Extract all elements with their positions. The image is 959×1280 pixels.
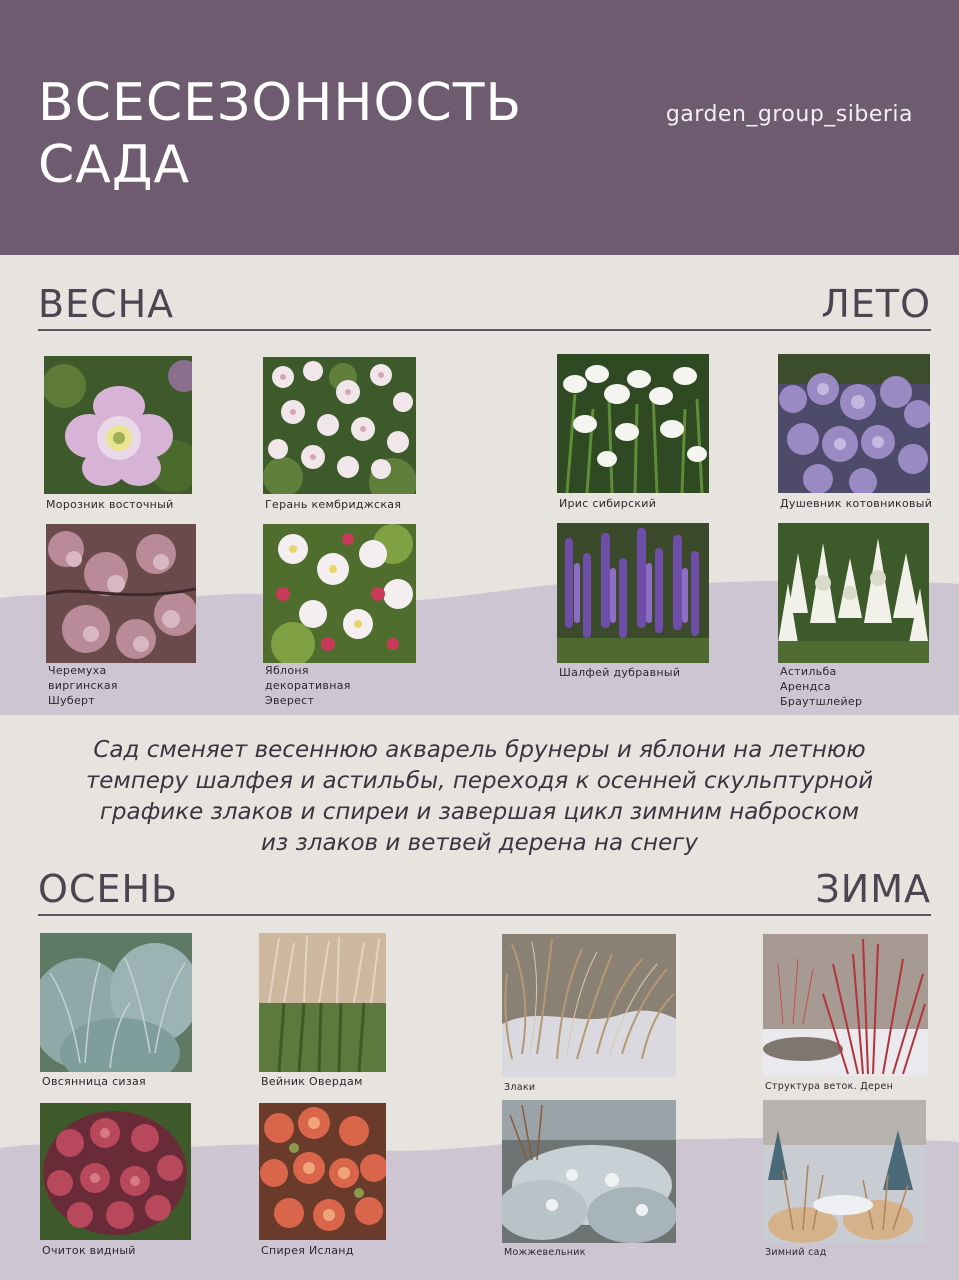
season-autumn: ОСЕНЬ bbox=[38, 867, 179, 911]
header-banner bbox=[0, 0, 959, 255]
quote-line-2: темперу шалфея и астильбы, переходя к осенней скульптурной bbox=[85, 768, 874, 794]
caption-apple-blossom bbox=[265, 663, 351, 708]
caption-salvia: Шалфей дубравный bbox=[559, 666, 681, 679]
iris-photo bbox=[557, 354, 709, 493]
salvia-photo bbox=[557, 523, 709, 663]
divider-spring-summer bbox=[38, 329, 931, 331]
winter-grass-photo bbox=[502, 934, 676, 1077]
caption-geranium: Герань кембриджская bbox=[265, 498, 402, 511]
page-title bbox=[38, 72, 522, 196]
caption-apple-blossom-text: Яблоня декоративная Эверест bbox=[265, 664, 351, 707]
caption-sedum: Очиток видный bbox=[42, 1244, 136, 1257]
caption-juniper: Можжевельник bbox=[504, 1247, 586, 1258]
caption-astilbe-text: Астильба Арендса Браутшлейер bbox=[780, 665, 863, 708]
quote-line-3: графике злаков и спиреи и завершая цикл зимним наброском bbox=[99, 799, 860, 825]
seasons-description bbox=[0, 735, 959, 859]
festuca-photo bbox=[40, 933, 192, 1072]
season-winter: ЗИМА bbox=[815, 867, 931, 911]
caption-chokecherry-text: Черемуха виргинская Шуберт bbox=[48, 664, 118, 707]
caption-iris: Ирис сибирский bbox=[559, 497, 657, 510]
chokecherry-photo bbox=[46, 524, 196, 663]
divider-autumn-winter bbox=[38, 914, 931, 916]
caption-spirea: Спирея Исланд bbox=[261, 1244, 354, 1257]
season-spring: ВЕСНА bbox=[38, 282, 175, 326]
calamagrostis-photo bbox=[259, 933, 386, 1072]
geranium-photo bbox=[263, 357, 416, 494]
season-summer: ЛЕТО bbox=[821, 282, 931, 326]
quote-line-1: Сад сменяет весеннюю акварель брунеры и яблони на летнюю bbox=[93, 737, 866, 763]
spirea-photo bbox=[259, 1103, 386, 1240]
winter-garden-photo bbox=[763, 1100, 926, 1243]
quote-line-4: из злаков и ветвей дерена на снегу bbox=[261, 830, 698, 856]
calamintha-photo bbox=[778, 354, 930, 493]
sedum-photo bbox=[40, 1103, 191, 1240]
caption-dogwood: Структура веток. Дерен bbox=[765, 1081, 894, 1092]
caption-hellebore: Морозник восточный bbox=[46, 498, 174, 511]
title-line-1: ВСЕСЕЗОННОСТЬ bbox=[38, 73, 523, 133]
caption-winter-grass: Злаки bbox=[504, 1082, 536, 1093]
caption-festuca: Овсянница сизая bbox=[42, 1075, 146, 1088]
caption-winter-garden: Зимний сад bbox=[765, 1247, 827, 1258]
juniper-photo bbox=[502, 1100, 676, 1243]
account-handle: garden_group_siberia bbox=[665, 102, 913, 127]
astilbe-photo bbox=[778, 523, 929, 663]
apple-blossom-photo bbox=[263, 524, 416, 663]
caption-calamintha: Душевник котовниковый bbox=[780, 497, 933, 510]
caption-calamagrostis: Вейник Овердам bbox=[261, 1075, 363, 1088]
caption-chokecherry bbox=[48, 663, 118, 708]
dogwood-photo bbox=[763, 934, 928, 1076]
caption-astilbe bbox=[780, 664, 862, 709]
hellebore-photo bbox=[44, 356, 192, 494]
title-line-2: САДА bbox=[38, 135, 191, 195]
